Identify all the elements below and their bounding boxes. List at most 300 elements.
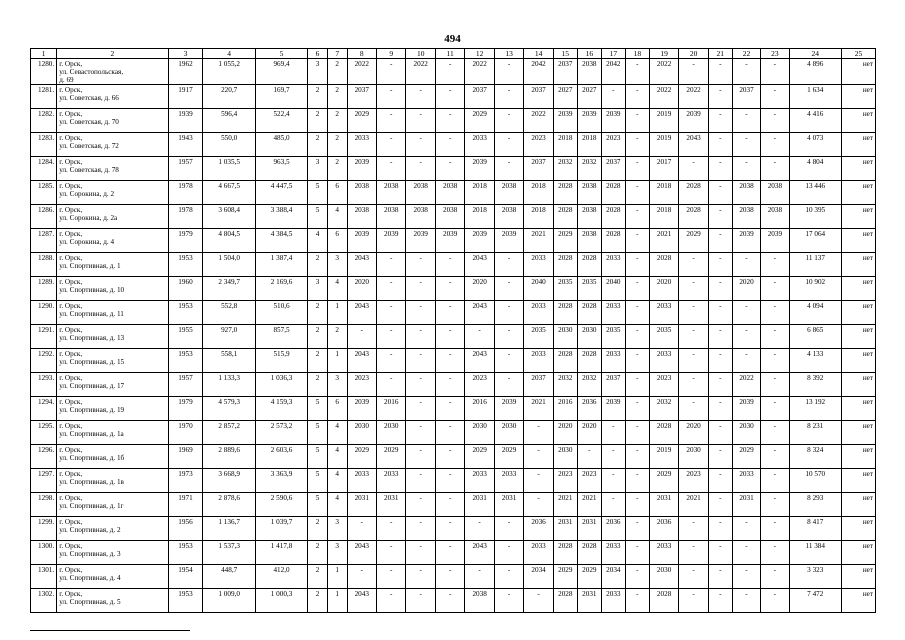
cell-col-19: 2035 — [649, 325, 678, 349]
cell-col-7: 1 — [327, 349, 347, 373]
table-row — [31, 253, 876, 277]
cell-col-20: - — [679, 565, 708, 589]
cell-col-7: 4 — [327, 205, 347, 229]
cell-col-19: 2019 — [649, 445, 678, 469]
cell-col-11: - — [435, 565, 464, 589]
cell-col-7: 2 — [327, 59, 347, 85]
cell-col-15: 2030 — [553, 445, 577, 469]
cell-col-6: 5 — [308, 397, 328, 421]
cell-col-19: 2019 — [649, 133, 678, 157]
cell-col-20: - — [679, 301, 708, 325]
cell-col-15: 2032 — [553, 157, 577, 181]
cell-col-23: - — [761, 85, 789, 109]
cell-col-3: 1979 — [168, 229, 203, 253]
cell-col-19: 2030 — [649, 565, 678, 589]
column-header-13: 13 — [494, 49, 523, 59]
address-line: ул. Спортивная, д. 2 — [59, 526, 121, 534]
cell-col-17: 2033 — [601, 589, 625, 613]
cell-col-4: 927,0 — [203, 325, 255, 349]
cell-col-9: - — [376, 253, 405, 277]
cell-col-22: - — [732, 541, 760, 565]
address-line: ул. Спортивная, д. 4 — [59, 574, 121, 582]
cell-col-5: 2 573,2 — [255, 421, 307, 445]
cell-col-8: 2038 — [347, 205, 376, 229]
cell-col-16: 2028 — [577, 253, 601, 277]
cell-col-17: 2033 — [601, 349, 625, 373]
address-line: ул. Спортивная, д. 11 — [59, 310, 124, 318]
cell-col-6: 5 — [308, 469, 328, 493]
cell-col-8: 2043 — [347, 253, 376, 277]
cell-col-5: 169,7 — [255, 85, 307, 109]
table-row — [31, 205, 876, 229]
cell-col-10: 2039 — [406, 229, 435, 253]
cell-col-19: 2029 — [649, 469, 678, 493]
cell-col-10: - — [406, 133, 435, 157]
row-number: 1293. — [31, 373, 57, 397]
column-header-2: 2 — [57, 49, 168, 59]
cell-col-8: 2037 — [347, 85, 376, 109]
cell-col-18: - — [625, 445, 649, 469]
cell-col-20: - — [679, 517, 708, 541]
cell-col-4: 552,8 — [203, 301, 255, 325]
cell-col-7: 2 — [327, 133, 347, 157]
cell-col-6: 2 — [308, 565, 328, 589]
cell-col-7: 4 — [327, 445, 347, 469]
cell-col-17: - — [601, 85, 625, 109]
table-row — [31, 589, 876, 613]
cell-col-11: - — [435, 397, 464, 421]
address-cell — [57, 397, 168, 421]
cell-col-23: 2038 — [761, 181, 789, 205]
address-line: г. Орск, — [59, 158, 83, 166]
cell-col-22: - — [732, 109, 760, 133]
cell-col-18: - — [625, 373, 649, 397]
cell-col-6: 3 — [308, 157, 328, 181]
cell-col-14: 2040 — [524, 277, 553, 301]
cell-col-21: - — [708, 421, 732, 445]
cell-col-21: - — [708, 133, 732, 157]
cell-col-24: 3 323 — [789, 565, 841, 589]
cell-col-20: - — [679, 325, 708, 349]
page-number: 494 — [444, 33, 461, 45]
column-header-24: 24 — [789, 49, 841, 59]
row-number: 1294. — [31, 397, 57, 421]
cell-col-10: - — [406, 373, 435, 397]
cell-col-6: 2 — [308, 253, 328, 277]
cell-col-6: 5 — [308, 445, 328, 469]
cell-col-7: 6 — [327, 397, 347, 421]
cell-col-22: 2037 — [732, 85, 760, 109]
cell-col-6: 2 — [308, 85, 328, 109]
column-header-1: 1 — [31, 49, 57, 59]
cell-col-14: - — [524, 493, 553, 517]
cell-col-12: 2031 — [465, 493, 494, 517]
cell-col-22: 2038 — [732, 205, 760, 229]
cell-col-3: 1957 — [168, 373, 203, 397]
cell-col-7: 2 — [327, 109, 347, 133]
cell-col-3: 1939 — [168, 109, 203, 133]
cell-col-13: - — [494, 565, 523, 589]
cell-col-7: 2 — [327, 325, 347, 349]
cell-col-10: 2038 — [406, 181, 435, 205]
cell-col-20: 2020 — [679, 421, 708, 445]
cell-col-13: - — [494, 157, 523, 181]
row-number: 1292. — [31, 349, 57, 373]
cell-col-13: 2030 — [494, 421, 523, 445]
cell-col-10: - — [406, 85, 435, 109]
cell-col-16: 2018 — [577, 133, 601, 157]
cell-col-10: - — [406, 301, 435, 325]
cell-col-18: - — [625, 397, 649, 421]
cell-col-22: - — [732, 349, 760, 373]
cell-col-18: - — [625, 277, 649, 301]
table-row — [31, 469, 876, 493]
cell-col-21: - — [708, 589, 732, 613]
cell-col-18: - — [625, 205, 649, 229]
column-header-19: 19 — [649, 49, 678, 59]
cell-col-12: 2037 — [465, 85, 494, 109]
cell-col-23: - — [761, 373, 789, 397]
cell-col-7: 1 — [327, 301, 347, 325]
cell-col-3: 1962 — [168, 59, 203, 85]
cell-col-8: - — [347, 565, 376, 589]
cell-col-14: - — [524, 445, 553, 469]
column-header-22: 22 — [732, 49, 760, 59]
address-line: г. Орск, — [59, 254, 83, 262]
cell-col-14: 2033 — [524, 253, 553, 277]
cell-col-6: 2 — [308, 517, 328, 541]
cell-col-18: - — [625, 253, 649, 277]
cell-col-4: 1 537,3 — [203, 541, 255, 565]
address-line: г. Орск, — [59, 182, 83, 190]
cell-col-6: 3 — [308, 277, 328, 301]
row-number: 1280. — [31, 59, 57, 85]
table-row — [31, 157, 876, 181]
cell-col-21: - — [708, 541, 732, 565]
cell-col-5: 963,5 — [255, 157, 307, 181]
cell-col-24: 10 570 — [789, 469, 841, 493]
cell-col-24: 13 446 — [789, 181, 841, 205]
address-line: ул. Спортивная, д. 10 — [59, 286, 125, 294]
address-line: ул. Спортивная, д. 17 — [59, 382, 125, 390]
column-header-10: 10 — [406, 49, 435, 59]
address-cell — [57, 181, 168, 205]
address-line: ул. Сорокина, д. 4 — [59, 238, 115, 246]
cell-col-20: 2022 — [679, 85, 708, 109]
cell-col-23: 2038 — [761, 205, 789, 229]
cell-col-9: - — [376, 565, 405, 589]
cell-col-6: 5 — [308, 205, 328, 229]
cell-col-12: - — [465, 517, 494, 541]
cell-col-17: - — [601, 421, 625, 445]
cell-col-5: 1 039,7 — [255, 517, 307, 541]
row-number: 1295. — [31, 421, 57, 445]
cell-col-16: 2021 — [577, 493, 601, 517]
column-header-7: 7 — [327, 49, 347, 59]
cell-col-13: 2038 — [494, 181, 523, 205]
cell-col-20: - — [679, 541, 708, 565]
table-row — [31, 397, 876, 421]
column-header-9: 9 — [376, 49, 405, 59]
cell-col-5: 3 363,9 — [255, 469, 307, 493]
cell-col-9: - — [376, 85, 405, 109]
cell-col-14: 2035 — [524, 325, 553, 349]
cell-col-7: 3 — [327, 253, 347, 277]
address-line: д. 69 — [59, 76, 74, 84]
cell-col-21: - — [708, 373, 732, 397]
cell-col-19: 2023 — [649, 373, 678, 397]
cell-col-7: 3 — [327, 517, 347, 541]
cell-col-17: 2037 — [601, 373, 625, 397]
cell-col-15: 2039 — [553, 109, 577, 133]
cell-col-12: 2029 — [465, 445, 494, 469]
address-line: ул. Спортивная, д. 1 — [59, 262, 121, 270]
cell-col-15: 2031 — [553, 517, 577, 541]
cell-col-11: - — [435, 277, 464, 301]
cell-col-14: 2033 — [524, 301, 553, 325]
cell-col-6: 4 — [308, 229, 328, 253]
cell-col-14: 2021 — [524, 397, 553, 421]
cell-col-10: - — [406, 325, 435, 349]
cell-col-12: 2029 — [465, 109, 494, 133]
cell-col-14: 2022 — [524, 109, 553, 133]
cell-col-4: 1 504,0 — [203, 253, 255, 277]
cell-col-10: - — [406, 541, 435, 565]
cell-col-12: 2043 — [465, 541, 494, 565]
address-line: г. Орск, — [59, 326, 83, 334]
cell-col-6: 2 — [308, 133, 328, 157]
cell-col-3: 1953 — [168, 541, 203, 565]
cell-col-3: 1969 — [168, 445, 203, 469]
cell-col-18: - — [625, 421, 649, 445]
cell-col-11: - — [435, 469, 464, 493]
cell-col-5: 3 388,4 — [255, 205, 307, 229]
address-line: г. Орск, — [59, 422, 83, 430]
cell-col-11: - — [435, 421, 464, 445]
cell-col-20: - — [679, 59, 708, 85]
cell-col-13: - — [494, 373, 523, 397]
cell-col-15: 2028 — [553, 349, 577, 373]
cell-col-13: - — [494, 349, 523, 373]
row-number: 1296. — [31, 445, 57, 469]
cell-col-25: нет — [841, 565, 875, 589]
cell-col-17: 2028 — [601, 181, 625, 205]
cell-col-22: 2039 — [732, 397, 760, 421]
address-line: ул. Сорокина, д. 2а — [59, 214, 118, 222]
cell-col-13: 2038 — [494, 205, 523, 229]
cell-col-21: - — [708, 59, 732, 85]
address-line: г. Орск, — [59, 374, 83, 382]
column-header-15: 15 — [553, 49, 577, 59]
cell-col-19: 2019 — [649, 109, 678, 133]
cell-col-11: - — [435, 445, 464, 469]
cell-col-11: - — [435, 133, 464, 157]
column-header-12: 12 — [465, 49, 494, 59]
cell-col-22: - — [732, 325, 760, 349]
cell-col-14: - — [524, 469, 553, 493]
address-line: г. Орск, — [59, 470, 83, 478]
cell-col-9: 2030 — [376, 421, 405, 445]
address-line: г. Орск, — [59, 110, 83, 118]
cell-col-5: 4 159,3 — [255, 397, 307, 421]
address-line: ул. Советская, д. 66 — [59, 94, 119, 102]
cell-col-15: 2028 — [553, 205, 577, 229]
cell-col-6: 5 — [308, 421, 328, 445]
table-row — [31, 85, 876, 109]
cell-col-7: 4 — [327, 469, 347, 493]
cell-col-9: - — [376, 589, 405, 613]
cell-col-18: - — [625, 85, 649, 109]
row-number: 1281. — [31, 85, 57, 109]
cell-col-7: 6 — [327, 181, 347, 205]
address-line: г. Орск, — [59, 86, 83, 94]
cell-col-9: 2033 — [376, 469, 405, 493]
cell-col-14: 2036 — [524, 517, 553, 541]
cell-col-20: - — [679, 397, 708, 421]
cell-col-4: 1 055,2 — [203, 59, 255, 85]
cell-col-23: - — [761, 157, 789, 181]
cell-col-9: 2029 — [376, 445, 405, 469]
cell-col-16: 2035 — [577, 277, 601, 301]
cell-col-17: 2028 — [601, 229, 625, 253]
cell-col-5: 515,9 — [255, 349, 307, 373]
cell-col-25: нет — [841, 85, 875, 109]
cell-col-5: 1 417,8 — [255, 541, 307, 565]
address-line: г. Орск, — [59, 494, 83, 502]
cell-col-19: 2032 — [649, 397, 678, 421]
cell-col-25: нет — [841, 517, 875, 541]
cell-col-24: 7 472 — [789, 589, 841, 613]
cell-col-16: 2029 — [577, 565, 601, 589]
cell-col-19: 2021 — [649, 229, 678, 253]
cell-col-11: - — [435, 59, 464, 85]
cell-col-22: 2030 — [732, 421, 760, 445]
cell-col-4: 558,1 — [203, 349, 255, 373]
cell-col-18: - — [625, 109, 649, 133]
address-line: г. Орск, — [59, 230, 83, 238]
address-line: г. Орск, — [59, 518, 83, 526]
cell-col-11: 2038 — [435, 181, 464, 205]
cell-col-21: - — [708, 349, 732, 373]
cell-col-25: нет — [841, 589, 875, 613]
cell-col-4: 550,0 — [203, 133, 255, 157]
cell-col-7: 2 — [327, 85, 347, 109]
cell-col-13: - — [494, 301, 523, 325]
address-cell — [57, 157, 168, 181]
cell-col-23: - — [761, 517, 789, 541]
cell-col-25: нет — [841, 349, 875, 373]
cell-col-12: 2033 — [465, 469, 494, 493]
cell-col-15: 2021 — [553, 493, 577, 517]
address-cell — [57, 109, 168, 133]
cell-col-3: 1957 — [168, 157, 203, 181]
cell-col-25: нет — [841, 301, 875, 325]
cell-col-4: 1 035,5 — [203, 157, 255, 181]
cell-col-3: 1953 — [168, 253, 203, 277]
address-cell — [57, 349, 168, 373]
cell-col-14: 2037 — [524, 85, 553, 109]
table-row — [31, 181, 876, 205]
cell-col-13: - — [494, 133, 523, 157]
cell-col-24: 4 073 — [789, 133, 841, 157]
address-line: ул. Спортивная, д. 5 — [59, 598, 121, 606]
row-number: 1290. — [31, 301, 57, 325]
cell-col-23: - — [761, 133, 789, 157]
cell-col-14: 2033 — [524, 349, 553, 373]
cell-col-6: 2 — [308, 373, 328, 397]
cell-col-10: - — [406, 589, 435, 613]
cell-col-22: - — [732, 301, 760, 325]
cell-col-11: - — [435, 325, 464, 349]
address-cell — [57, 325, 168, 349]
cell-col-5: 510,6 — [255, 301, 307, 325]
cell-col-15: 2028 — [553, 541, 577, 565]
cell-col-12: 2043 — [465, 349, 494, 373]
cell-col-17: - — [601, 445, 625, 469]
cell-col-25: нет — [841, 253, 875, 277]
cell-col-23: 2039 — [761, 229, 789, 253]
register-table — [30, 48, 876, 613]
cell-col-23: - — [761, 589, 789, 613]
cell-col-7: 4 — [327, 493, 347, 517]
cell-col-12: 2030 — [465, 421, 494, 445]
cell-col-4: 1 009,0 — [203, 589, 255, 613]
cell-col-17: 2033 — [601, 253, 625, 277]
cell-col-24: 11 137 — [789, 253, 841, 277]
cell-col-6: 5 — [308, 181, 328, 205]
cell-col-14: 2033 — [524, 541, 553, 565]
cell-col-24: 4 804 — [789, 157, 841, 181]
cell-col-13: 2031 — [494, 493, 523, 517]
cell-col-24: 4 416 — [789, 109, 841, 133]
cell-col-3: 1943 — [168, 133, 203, 157]
cell-col-20: - — [679, 373, 708, 397]
cell-col-12: 2038 — [465, 589, 494, 613]
cell-col-19: 2017 — [649, 157, 678, 181]
cell-col-20: 2028 — [679, 181, 708, 205]
column-header-23: 23 — [761, 49, 789, 59]
cell-col-5: 412,0 — [255, 565, 307, 589]
address-line: ул. Советская, д. 72 — [59, 142, 119, 150]
cell-col-13: - — [494, 109, 523, 133]
cell-col-23: - — [761, 469, 789, 493]
cell-col-12: 2023 — [465, 373, 494, 397]
row-number: 1299. — [31, 517, 57, 541]
cell-col-5: 2 603,6 — [255, 445, 307, 469]
address-line: ул. Сорокина, д. 2 — [59, 190, 115, 198]
cell-col-15: 2028 — [553, 589, 577, 613]
footnote-rule — [30, 630, 190, 631]
cell-col-5: 2 169,6 — [255, 277, 307, 301]
cell-col-22: 2033 — [732, 469, 760, 493]
cell-col-5: 522,4 — [255, 109, 307, 133]
cell-col-5: 1 000,3 — [255, 589, 307, 613]
cell-col-21: - — [708, 493, 732, 517]
cell-col-9: 2031 — [376, 493, 405, 517]
cell-col-13: - — [494, 253, 523, 277]
cell-col-4: 4 579,3 — [203, 397, 255, 421]
cell-col-17: 2033 — [601, 301, 625, 325]
cell-col-9: - — [376, 325, 405, 349]
cell-col-11: - — [435, 109, 464, 133]
cell-col-4: 2 889,6 — [203, 445, 255, 469]
cell-col-13: 2039 — [494, 229, 523, 253]
address-cell — [57, 59, 168, 85]
cell-col-13: 2029 — [494, 445, 523, 469]
cell-col-7: 6 — [327, 229, 347, 253]
cell-col-21: - — [708, 205, 732, 229]
cell-col-21: - — [708, 157, 732, 181]
